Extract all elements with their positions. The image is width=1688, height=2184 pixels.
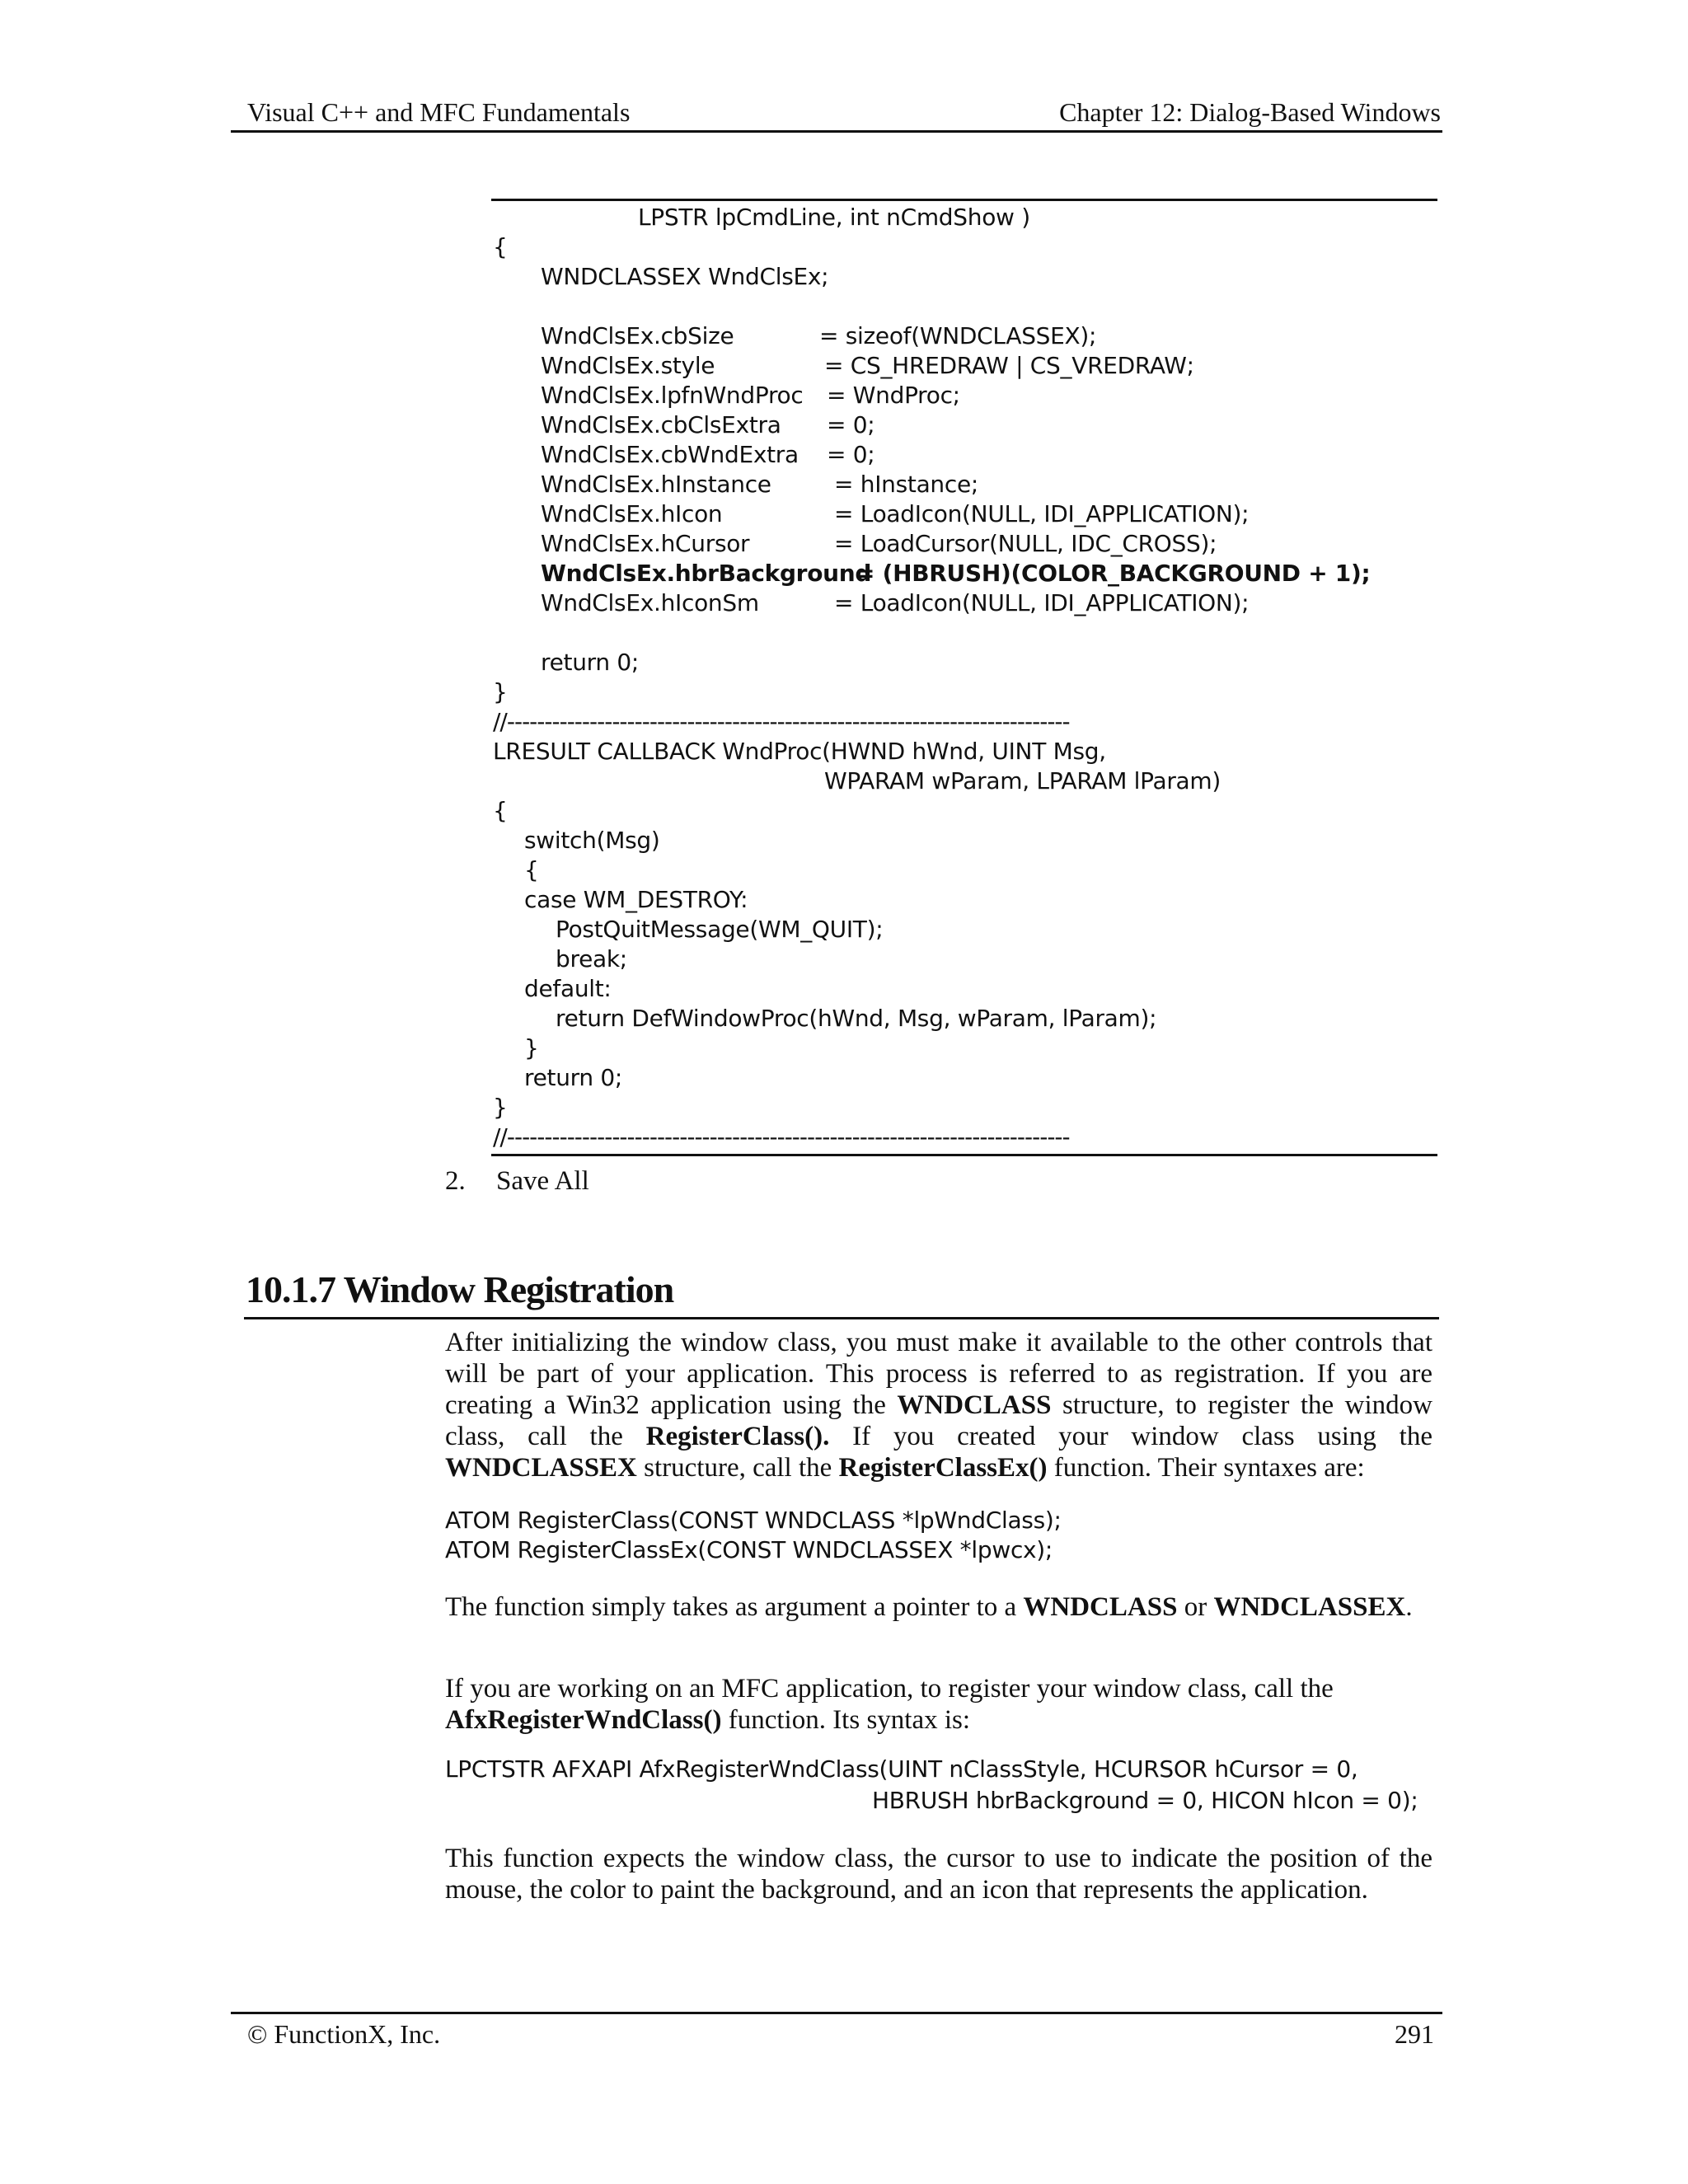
running-header-book-title: Visual C++ and MFC Fundamentals (247, 97, 631, 127)
list-item-text: Save All (496, 1166, 589, 1196)
code-line: return 0; (541, 649, 640, 676)
keyword-wndclass: WNDCLASS (897, 1390, 1052, 1420)
code-line: { (524, 856, 539, 883)
header-rule (231, 130, 1442, 133)
code-line: LRESULT CALLBACK WndProc(HWND hWnd, UINT Msg, (493, 738, 1106, 765)
code-line: { (493, 233, 508, 260)
footer-rule (231, 2012, 1442, 2014)
code-line: WNDCLASSEX WndClsEx; (541, 263, 829, 290)
code-line: ATOM RegisterClass(CONST WNDCLASS *lpWndClass); (445, 1507, 1062, 1534)
keyword-registerclassex: RegisterClassEx() (838, 1453, 1048, 1483)
footer-copyright: © FunctionX, Inc. (247, 2019, 441, 2049)
running-header-chapter-title: Chapter 12: Dialog-Based Windows (1059, 97, 1441, 127)
code-line: WndClsEx.style = CS_HREDRAW | CS_VREDRAW; (541, 352, 1194, 379)
keyword-wndclassex: WNDCLASSEX (445, 1453, 637, 1483)
code-line: return 0; (524, 1064, 623, 1091)
code-line: WndClsEx.hCursor = LoadCursor(NULL, IDC_CROSS); (541, 530, 1217, 557)
code-line: break; (556, 945, 627, 972)
keyword-wndclass: WNDCLASS (1023, 1592, 1178, 1622)
code-line-blank (493, 292, 1441, 321)
code-line-blank (493, 618, 1441, 648)
code-line: switch(Msg) (524, 827, 660, 854)
code-line: WndClsEx.hInstance = hInstance; (541, 471, 979, 498)
code-line: { (493, 797, 508, 824)
code-line: default: (524, 975, 612, 1002)
code-line: } (524, 1034, 539, 1062)
paragraph-function-argument: The function simply takes as argument a pointer to a WNDCLASS or WNDCLASSEX. (445, 1592, 1413, 1622)
code-line: WndClsEx.cbSize = sizeof(WNDCLASSEX); (541, 322, 1097, 349)
keyword-registerclass: RegisterClass(). (645, 1422, 830, 1451)
code-line-highlighted: WndClsEx.hbrBackground = (HBRUSH)(COLOR_BACKGROUND + 1); (541, 560, 1371, 587)
code-listing (493, 203, 1441, 1152)
code-line: LPSTR lpCmdLine, int nCmdShow ) (638, 204, 1030, 231)
code-line: HBRUSH hbrBackground = 0, HICON hIcon = 0); (872, 1787, 1418, 1814)
code-line: WPARAM wParam, LPARAM lParam) (824, 767, 1221, 794)
code-line: WndClsEx.cbClsExtra = 0; (541, 411, 875, 438)
section-heading-rule (244, 1317, 1439, 1319)
code-line: return DefWindowProc(hWnd, Msg, wParam, lParam); (556, 1005, 1157, 1032)
code-line: PostQuitMessage(WM_QUIT); (556, 916, 884, 943)
code-line: LPCTSTR AFXAPI AfxRegisterWndClass(UINT nClassStyle, HCURSOR hCursor = 0, (445, 1755, 1358, 1783)
page-number: 291 (1395, 2019, 1434, 2049)
section-heading: 10.1.7 Window Registration (246, 1268, 674, 1310)
code-line-separator: //--------------------------------------------------------------------------- (493, 1123, 1070, 1151)
code-listing-bottom-rule (491, 1154, 1437, 1156)
paragraph-mfc-registration: If you are working on an MFC application, to register your window class, call the AfxRegisterWndClass() function. Its syntax is: (445, 1674, 1334, 1735)
paragraph-registration-intro: After initializing the window class, you must make it available to the other controls that will be part of your application. This process is referred to as registration. If you are creating a Win32 application using the WNDCLASS structure, to register the window class, call the RegisterClass(). If you created your window class using the WNDCLASSEX structure, call the RegisterClassEx() function. Their syntaxes are: (445, 1328, 1432, 1483)
keyword-afxregisterwndclass: AfxRegisterWndClass() (445, 1705, 722, 1735)
keyword-wndclassex: WNDCLASSEX (1213, 1592, 1406, 1622)
code-line: WndClsEx.hIconSm = LoadIcon(NULL, IDI_APPLICATION); (541, 589, 1250, 616)
code-line: } (493, 1094, 508, 1121)
code-listing-top-rule (491, 199, 1437, 201)
code-line: ATOM RegisterClassEx(CONST WNDCLASSEX *lpwcx); (445, 1536, 1053, 1563)
code-line: WndClsEx.hIcon = LoadIcon(NULL, IDI_APPLICATION); (541, 500, 1250, 527)
code-snippet-afxregisterwndclass (445, 1754, 1434, 1816)
list-item-step (445, 1166, 589, 1197)
code-line: case WM_DESTROY: (524, 886, 748, 913)
code-line: WndClsEx.cbWndExtra = 0; (541, 441, 875, 468)
code-line: WndClsEx.lpfnWndProc = WndProc; (541, 382, 960, 409)
paragraph-function-expects: This function expects the window class, the cursor to use to indicate the position of the mouse, the color to paint the background, and an icon that represents the application. (445, 1844, 1432, 1905)
code-snippet-register-class (445, 1505, 1434, 1566)
code-line: } (493, 678, 508, 705)
list-item-number: 2. (445, 1166, 466, 1196)
code-line-separator: //--------------------------------------------------------------------------- (493, 708, 1070, 735)
